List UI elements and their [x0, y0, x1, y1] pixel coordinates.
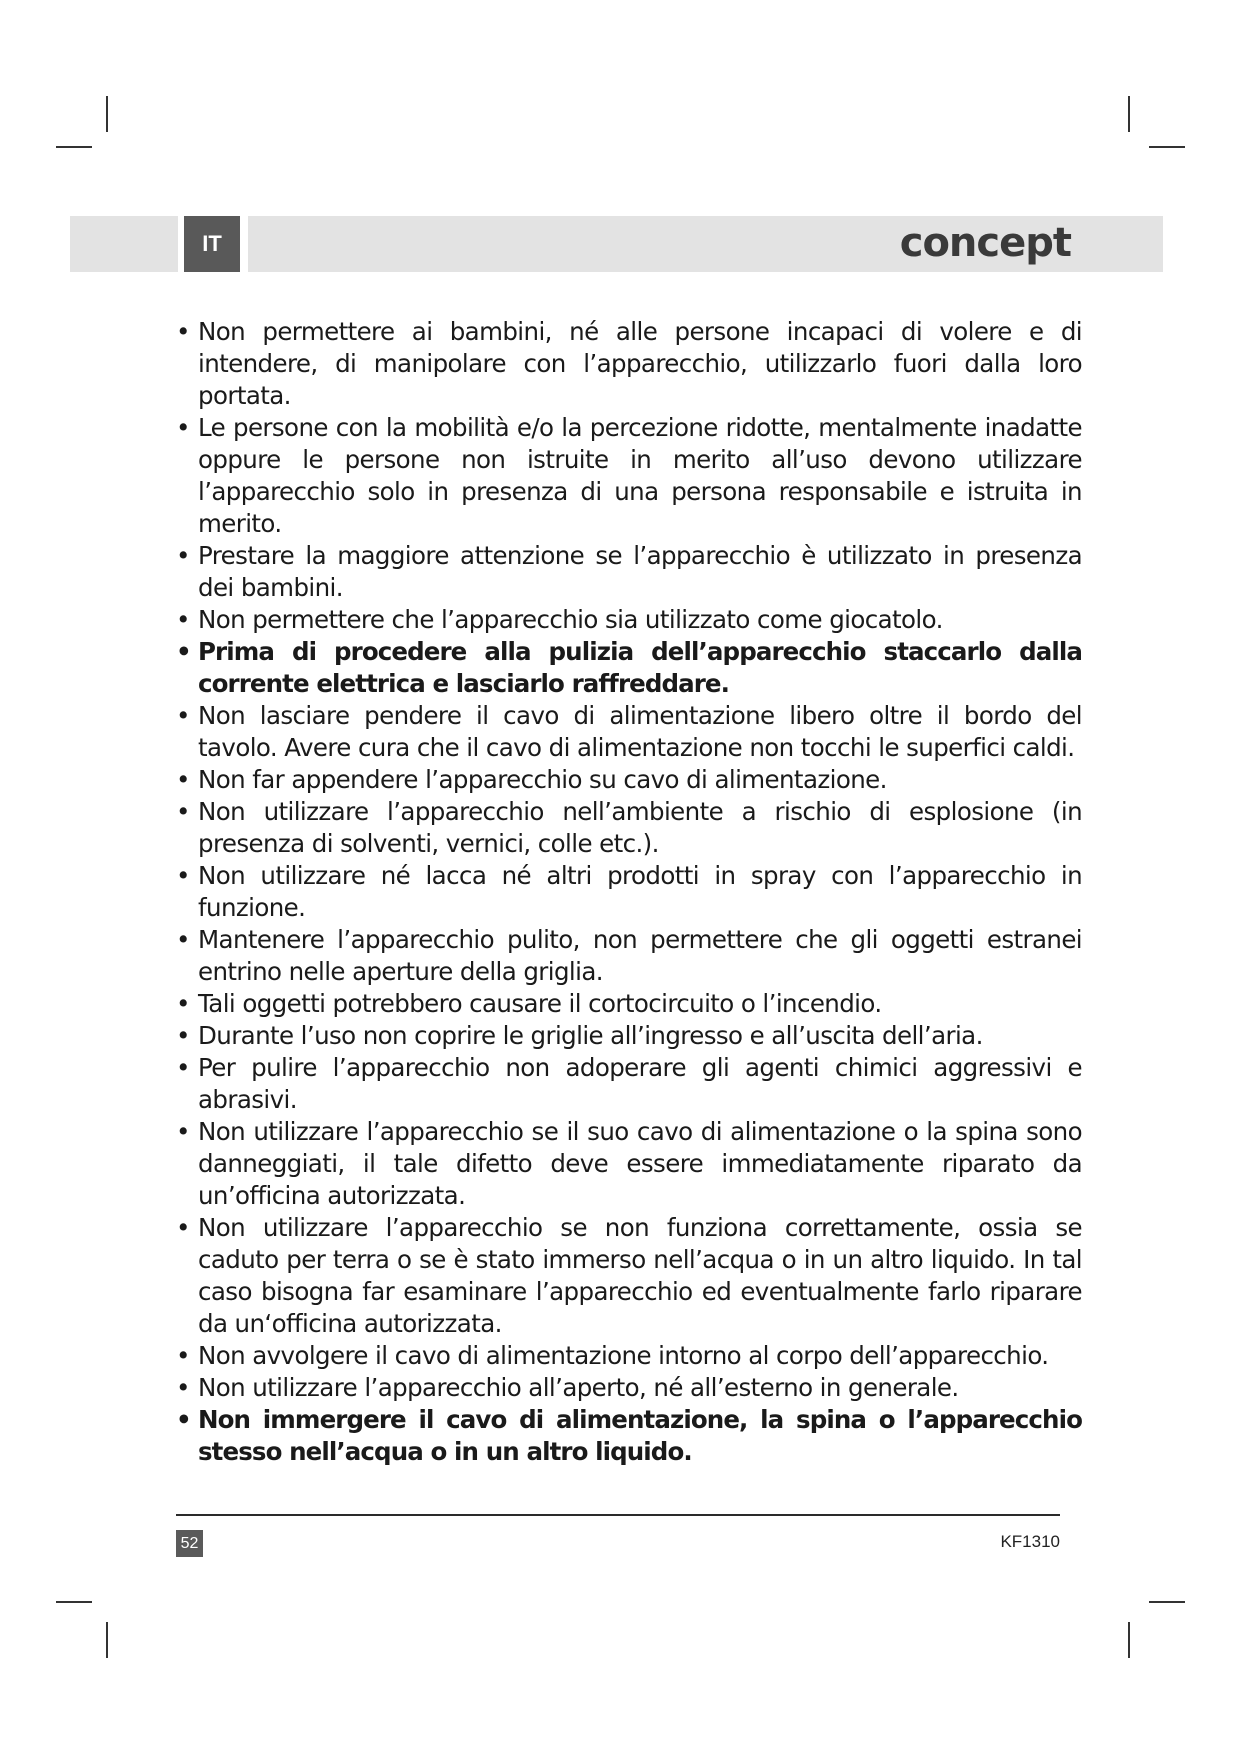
instruction-item: • Non utilizzare l’apparecchio all’aperto, né all’esterno in generale.	[176, 1372, 1082, 1404]
instruction-item: • Non avvolgere il cavo di alimentazione intorno al corpo dell’apparecchio.	[176, 1340, 1082, 1372]
crop-mark	[1149, 1601, 1185, 1603]
crop-mark	[56, 1601, 92, 1603]
instruction-item: • Mantenere l’apparecchio pulito, non permettere che gli oggetti estranei entrino nelle aperture della griglia.	[176, 924, 1082, 988]
instruction-item: • Non utilizzare l’apparecchio se il suo cavo di alimentazione o la spina sono danneggiati, il tale difetto deve essere immediatamente riparato da un’officina autorizzata.	[176, 1116, 1082, 1212]
crop-mark	[106, 1622, 108, 1658]
language-badge: IT	[184, 216, 240, 272]
instruction-item: • Tali oggetti potrebbero causare il cortocircuito o l’incendio.	[176, 988, 1082, 1020]
instruction-item: • Per pulire l’apparecchio non adoperare gli agenti chimici aggressivi e abrasivi.	[176, 1052, 1082, 1116]
instruction-item: • Non immergere il cavo di alimentazione, la spina o l’apparecchio stesso nell’acqua o in un altro liquido.	[176, 1404, 1082, 1468]
crop-mark	[106, 96, 108, 132]
crop-mark	[1128, 1622, 1130, 1658]
safety-instructions-list	[176, 316, 1082, 1468]
instruction-item: • Non permettere che l’apparecchio sia utilizzato come giocatolo.	[176, 604, 1082, 636]
crop-mark	[1149, 146, 1185, 148]
instruction-item: • Non utilizzare l’apparecchio nell’ambiente a rischio di esplosione (in presenza di solventi, vernici, colle etc.).	[176, 796, 1082, 860]
crop-mark	[56, 146, 92, 148]
page-number: 52	[176, 1530, 203, 1557]
instruction-item: • Durante l’uso non coprire le griglie all’ingresso e all’uscita dell’aria.	[176, 1020, 1082, 1052]
instruction-item: • Le persone con la mobilità e/o la percezione ridotte, mentalmente inadatte oppure le persone non istruite in merito all’uso devono utilizzare l’apparecchio solo in presenza di una persona responsabile e istruita in merito.	[176, 412, 1082, 540]
instruction-item: • Non far appendere l’apparecchio su cavo di alimentazione.	[176, 764, 1082, 796]
header-band-left	[70, 216, 178, 272]
instruction-item: • Prima di procedere alla pulizia dell’apparecchio staccarlo dalla corrente elettrica e lasciarlo raffreddare.	[176, 636, 1082, 700]
instruction-item: • Non permettere ai bambini, né alle persone incapaci di volere e di intendere, di manipolare con l’apparecchio, utilizzarlo fuori dalla loro portata.	[176, 316, 1082, 412]
model-number: KF1310	[1000, 1532, 1060, 1551]
footer-divider	[176, 1514, 1060, 1516]
instruction-item: • Prestare la maggiore attenzione se l’apparecchio è utilizzato in presenza dei bambini.	[176, 540, 1082, 604]
brand-logo: concept	[899, 220, 1071, 266]
instruction-item: • Non utilizzare l’apparecchio se non funziona correttamente, ossia se caduto per terra o se è stato immerso nell’acqua o in un altro liquido. In tal caso bisogna far esaminare l’apparecchio ed eventualmente farlo riparare da un‘officina autorizzata.	[176, 1212, 1082, 1340]
instruction-item: • Non utilizzare né lacca né altri prodotti in spray con l’apparecchio in funzione.	[176, 860, 1082, 924]
instruction-item: • Non lasciare pendere il cavo di alimentazione libero oltre il bordo del tavolo. Avere cura che il cavo di alimentazione non tocchi le superfici caldi.	[176, 700, 1082, 764]
crop-mark	[1128, 96, 1130, 132]
